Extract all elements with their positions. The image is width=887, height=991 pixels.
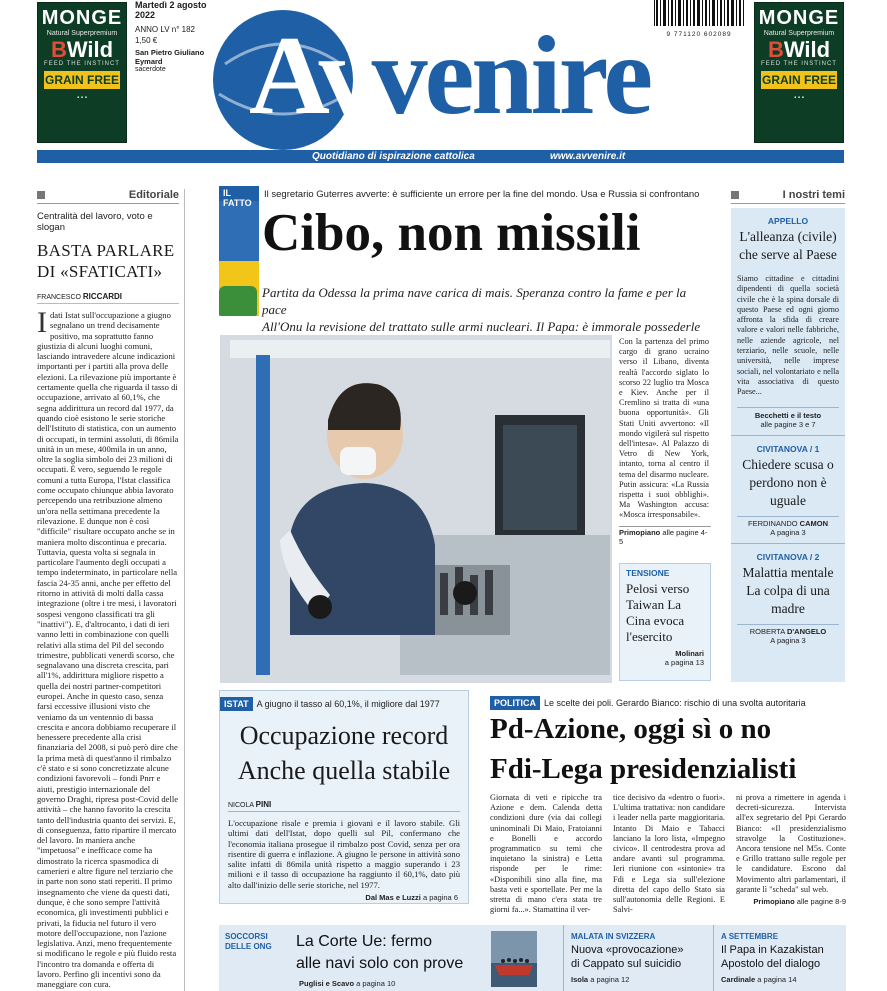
politica-ref[interactable] [736,897,846,906]
logo-text: Avvenire [249,14,651,138]
appello-item[interactable] [731,208,845,429]
appello-ref-pages: alle pagine 3 e 7 [760,419,816,429]
svizzera-ref-label: Isola [571,975,589,984]
istat-ref-page: a pagina 6 [422,893,458,903]
politica-col2: tice decisivo da «dentro o fuori». L'ultima trattativa: non candidare i leader nella parte maggioritaria. Intanto Di Maio e Tabacci lanciano la loro lista, «Impegno civico». Il centrodestra prova ad andare avanti sul programma. Ieri riunione con «sintonie» tra Fdi e Lega sia sull'elezione diretta del capo dello Stato sia sull'autonomia delle Regioni. E Salvi- [613,793,725,915]
author-first: FRANCESCO [37,294,81,301]
settembre-tag: A SETTEMBRE [721,932,779,941]
ong-ref [299,979,395,988]
editorial-title[interactable] [37,240,179,282]
svizzera-tag: MALATA IN SVIZZERA [571,932,656,941]
ad-sub: Natural Superpremium [46,30,118,37]
civitanova1-item[interactable] [731,435,845,537]
politica-ref-pages: alle pagine 8-9 [796,897,846,906]
ong-title-line2: alle navi solo con prove [296,955,464,972]
istat-author-last: PINI [255,800,272,809]
ad-monge-right[interactable] [754,2,844,143]
appello-body: Siamo cittadine e cittadini dipendenti di quella società civile che è la spina dorsale di questo Paese ed ogni giorno affronta la sfida di creare valore e valori nelle fabbriche, nelle aziende agricole, nel terziario, nelle scuole, nelle università, nelle imprese sociali, nel volontariato e nella vita associativa di questo Paese... [737,274,839,397]
politica-col1: Giornata di veti e ripicche tra Azione e dem. Calenda detta condizioni dure (via dai collegi uninominali Di Maio, Fratoianni e Bonelli e accordo programmatico su temi che inquietano la sinistra) e Letta risponde per le rime: «Disponibili sino alla fine, ma basta veti e sportellate. Per me la stretta di mano c'era stata tre giorni fa...». Stamattina il ver- [490,793,602,915]
section-marker-icon [731,191,739,199]
civ2-title: Malattia mentale La colpa di una madre [742,564,834,616]
appello-ref-label: Becchetti e il testo [754,410,822,420]
tensione-page: a pagina 13 [664,658,704,667]
masthead-band [37,150,844,163]
flag-blue [219,201,259,261]
ong-tag-line2: DELLE ONG [225,942,272,951]
editorial-body [37,310,179,990]
wheat-sack-icon [219,286,257,316]
editorial-column [37,189,185,991]
politica-title-line1: Pd-Azione, oggi sì o no [490,713,772,745]
lead-subtitle-line2: All'Onu la revisione del trattato sulle armi nucleari. Il Papa: è immorale possederle [262,319,701,334]
ong-ref-page: a pagina 10 [356,979,396,988]
factory-worker-photo-icon [220,335,612,683]
civ2-author-last: D'ANGELO [786,626,827,636]
sidebar-temi [731,189,845,204]
editorial-section-head [37,189,179,204]
ad-tagline: FEED THE INSTINCT [761,61,837,67]
masthead-subtitle: Quotidiano di ispirazione cattolica [312,151,475,162]
dropcap: I [37,310,47,339]
ad-brand: MONGE [41,7,123,29]
tensione-tag: TENSIONE [626,568,670,578]
civ1-byline [737,516,839,537]
editorial-kicker: Centralità del lavoro, voto e slogan [37,211,153,233]
istat-kicker: A giugno il tasso al 60,1%, il migliore dal 1977 [256,699,440,709]
tensione-author: Molinari [675,649,704,658]
svizzera-title [571,943,713,971]
istat-title [220,718,468,788]
istat-title-line1: Occupazione record [239,721,449,750]
editorial-title-line2: DI «SFATICATI» [37,262,163,281]
lead-subtitle [262,284,712,335]
lead-body: Con la partenza del primo cargo di grano ucraino verso il Libano, diventa realtà l'accordo siglato lo scorso 22 luglio tra Mosca e Kiev. Anche per il Cremlino si tratta di «una buona opportunità». Gli Stati Uniti avvertono: «Il mondo vigilerà sul rispetto dell'intesa». Al Palazzo di Vetro di New York, intanto, torna al centro il tema del disarmo nucleare. Putin assicura: «La Russia rispetta i suoi obblighi». Ma Washington accusa: «Mosca irresponsabile». [619,337,709,520]
svizzera-title-line1: Nuova «provocazione» [571,944,684,956]
issue-price: 1,50 € [135,36,158,45]
istat-ref-label: Dal Mas e Luzzi [365,893,421,903]
sidebar-head [731,189,845,204]
lead-ref-pages: alle pagine 4-5 [619,528,708,546]
civitanova2-item[interactable] [731,543,845,645]
ong-tag [225,932,272,952]
ong-tag-line1: SOCCORSI [225,932,268,941]
civ1-page: A pagina 3 [770,527,806,537]
editorial-title-line1: BASTA PARLARE [37,241,175,260]
author-last: RICCARDI [82,292,123,301]
lead-subtitle-line1: Partita da Odessa la prima nave carica di mais. Speranza contro la fame e per la pace [262,285,687,317]
svizzera-ref [571,975,713,984]
settembre-title-line1: Il Papa in Kazakistan [721,944,824,956]
settembre-ref-page: a pagina 14 [757,975,797,984]
ong-title [296,931,463,975]
tensione-box[interactable] [619,563,711,681]
ad-badge: GRAIN FREE [761,73,836,87]
lead-kicker: Il segretario Guterres avverte: è sufficiente un errore per la fine del mondo. Usa e Russia si confrontano [264,189,700,200]
tensione-title: Pelosi verso Taiwan La Cina evoca l'esercito [626,581,690,644]
editorial-byline [37,292,179,304]
politica-col3: ni prova a rimettere in agenda i decreti-sicurezza. Intervista all'ex segretario del Ppi Gerardo Bianco: «Il presidenzialismo stravolge la Costituzione». Ancora tensione nel M5s. Conte e Grillo trattano sulle regole per le candidature. Escono dal Movimento altri parlamentari, il garante lì "scheda" sul web. [736,793,846,894]
appello-title: L'alleanza (civile) che serve al Paese [739,229,837,262]
bottom-bar [219,925,846,991]
civ2-page: A pagina 3 [770,635,806,645]
istat-body: L'occupazione risale e premia i giovani e il lavoro stabile. Gli ultimi dati dell'Istat, dopo quelli sul Pil, confermano che l'economia italiana prosegue il rimbalzo post Covid, senza per ora risentire di guerra e inflazione. A giugno le persone in attività sono salite infatti di 86mila unità rispetto a maggio superando i 23 milioni e il tasso di occupazione ha raggiunto il 60,1%, dato più alto dall'inizio delle serie storiche, nel 1977. [228,818,460,890]
migrant-boat-photo [491,931,537,987]
civ1-author-first: FERDINANDO [747,518,798,528]
istat-author-first: NICOLA [228,802,254,809]
politica-title-line2: Fdi-Lega presidenzialisti [490,753,797,785]
svizzera-item[interactable] [563,925,713,991]
settembre-item[interactable] [713,925,846,991]
editorial-section-label: Editoriale [128,189,179,201]
barcode-number: 9 771120 602089 [666,31,732,38]
masthead-logo[interactable] [205,4,745,150]
settembre-title [721,943,846,971]
ad-monge-left[interactable] [37,2,127,143]
issue-date: Martedì 2 agosto 2022 [135,0,207,20]
appello-tag: APPELLO [767,216,809,226]
saint-of-day: San Pietro Giuliano Eymard [135,48,205,66]
boat-photo-icon [491,931,537,987]
ong-item[interactable] [219,925,559,991]
saint-role: sacerdote [135,66,166,73]
sidebar-box [731,208,845,682]
lead-ref-label: Primopiano [619,528,661,537]
issue-number: ANNO LV n° 182 [135,25,195,34]
editorial-body-text: dati Istat sull'occupazione a giugno segnalano un trend decisamente positivo, ma soprattutto fanno giustizia di alcuni luoghi comuni, lasciando intravedere alcune indicazioni importanti per i partiti alla prova delle elezioni. La rilevazione più importante è certamente quella che riguarda il tasso di occupazione, arrivato al 60,1%, che segna addirittura un record dal 1977, da quando cioè esistono le serie storiche dell'Istituto di statistica, con un aumento di occupati, in termini assoluti, di 86mila unità in un mese, 400mila in un anno, oltre la soglia simbolo dei 23 milioni di occupati. È vero, seguendo le regole comuni a tutta Europa, l'Istat classifica come occupato chiunque abbia lavorato percependo una retribuzione almeno un'ora nella settimana precedente la rilevazione. E dunque non è così "difficile" risultare occupato anche se in maniera molto discontinua e precaria. Tuttavia, questa volta si segnala in particolare l'aumento degli occupati a tempo indeterminato, in particolare nella fascia 24-35 anni, anche per effetto del ritorno in attività di molti dalla cassa integrazione (oltre i tre mesi, i lavoratori sospesi vengono classificati tra gli "inattivi"). E, d'altrocanto, i dati di ieri vanno letti in combinazione con quelli relativi alla stima del Pil del secondo trimestre, pubblicati venerdì scorso, che segnalavano una discreta crescita, pari all'1%, addirittura migliore rispetto a quella dei nostri partner-competitori europei. Anche in questo caso, senza farsi eccessive illusioni visto che veniamo da un ventennio di bassa crescita e ancora dobbiamo recuperare il benessere precedente alla crisi finanziaria del 2008, si può però dire che la prima metà di quest'anno il rimbalzo c'è stato e si sono concretizzate alcune condizioni favorevoli – fondi Pnrr e aiuti, prestigio internazionale del governo Draghi, ripresa post-Covid delle attività – che hanno favorito la crescita tanto dell'industria quanto dei servizi. E, di conseguenza, fatto ripartire il mercato del lavoro. In maniera anche "impetuosa" e inefficace come ha dimostrato la ricerca spasmodica di camerieri e altre figure nel terziario che in parte non sono stati reperiti. Il primo insegnamento che viene da questi dati, dunque, è che sono sempre l'attività economica, gli investimenti pubblici e privati, la fiducia nel futuro il vero motore dell'occupazione, non l'azione legislativa. Anzi, meno frequentemente si modificano le regole e più fluido resta l'incontro tra domanda e offerta di lavoro. Perfino gli incentivi sono da maneggiare con cura. [37,310,179,990]
istat-title-line2: Anche quella stabile [237,756,451,785]
lead-ref[interactable] [619,526,711,546]
civ1-tag: CIVITANOVA / 1 [756,443,820,454]
appello-ref [737,407,839,429]
svizzera-title-line2: di Cappato sul suicidio [571,958,682,970]
civ2-byline [737,624,839,645]
istat-tag: ISTAT [220,697,253,711]
sidebar-section-label: I nostri temi [782,189,845,201]
ad-logos: ▪ ▪ ▪ [77,95,87,101]
settembre-title-line2: Apostolo del dialogo [721,958,821,970]
masthead-website[interactable]: www.avvenire.it [550,151,626,162]
politica-ref-label: Primopiano [753,897,795,906]
ad-product: BWild [50,37,114,62]
civ2-tag: CIVITANOVA / 2 [756,551,820,562]
masthead-info [135,0,210,73]
ad-brand: MONGE [758,7,840,29]
ad-sub: Natural Superpremium [763,30,835,37]
lead-title[interactable]: Cibo, non missili [262,204,641,262]
politica-title[interactable] [490,709,850,789]
ong-title-line1: La Corte Ue: fermo [296,933,433,950]
civ1-title: Chiedere scusa o perdono non è uguale [742,456,834,508]
istat-kicker-row [220,691,468,712]
ad-badge: GRAIN FREE [44,73,119,87]
ad-logos: ▪ ▪ ▪ [794,95,804,101]
lead-photo[interactable] [220,335,612,683]
istat-byline [228,800,460,812]
ad-product: BWild [767,37,831,62]
civ2-author-first: ROBERTA [749,626,785,636]
civ1-author-last: CAMON [799,518,829,528]
istat-box[interactable] [219,690,469,904]
lead-tag: IL FATTO [219,186,259,201]
ukraine-flag-graphic [219,186,259,326]
ad-tagline: FEED THE INSTINCT [44,61,120,67]
ong-ref-label: Puglisi e Scavo [299,979,355,988]
istat-ref [220,893,458,902]
svizzera-ref-page: a pagina 12 [590,975,630,984]
politica-kicker: Le scelte dei poli. Gerardo Bianco: rischio di una svolta autoritaria [544,698,806,708]
politica-tag: POLITICA [490,696,540,710]
settembre-ref [721,975,846,984]
settembre-ref-label: Cardinale [721,975,756,984]
section-marker-icon [37,191,45,199]
